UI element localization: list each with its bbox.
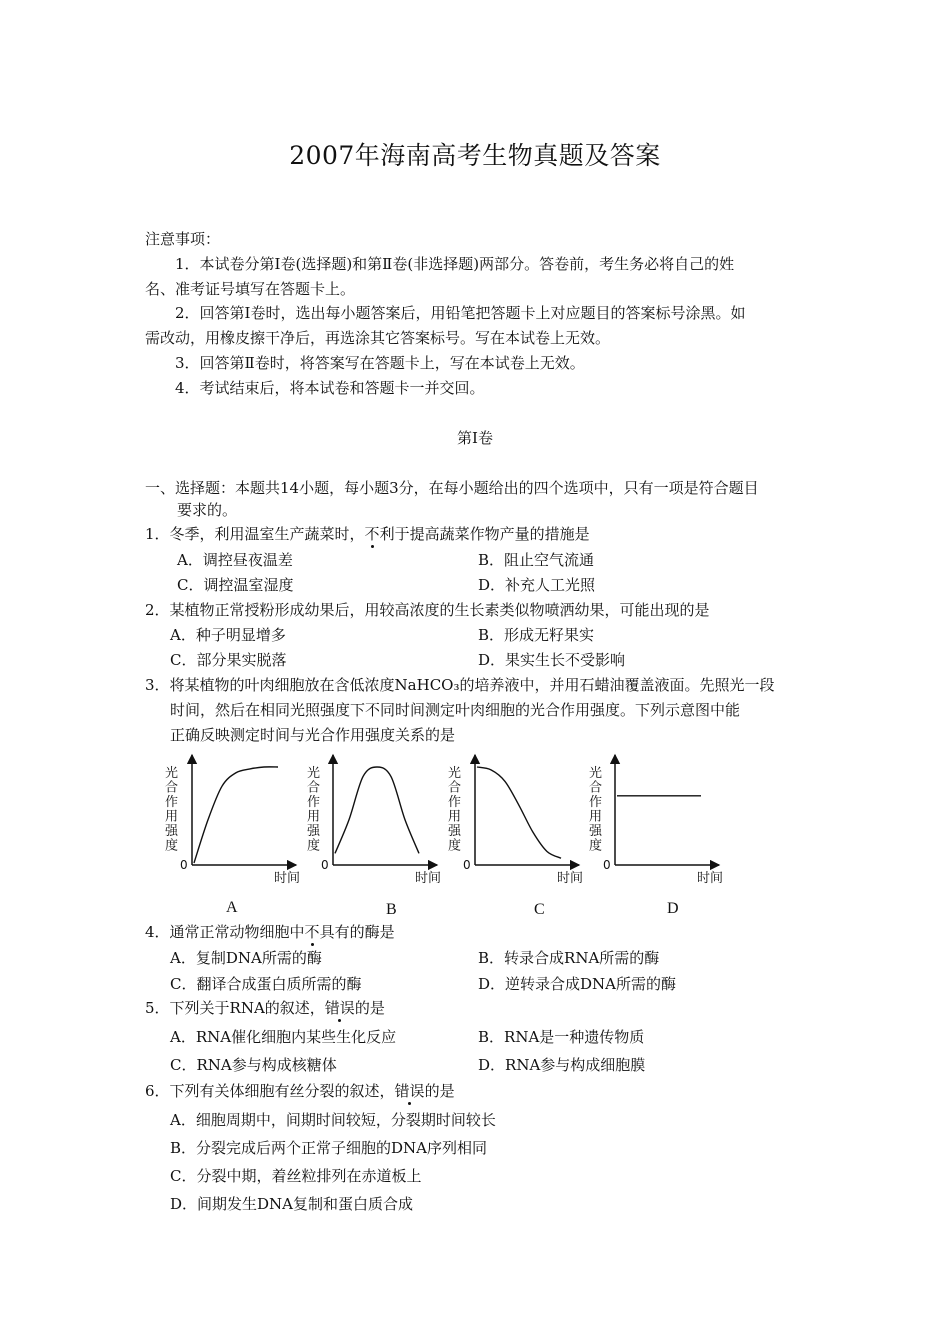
x-axis-label-a: 时间	[274, 871, 301, 886]
curve-c	[477, 767, 561, 858]
y-axis-label-b: 光合作用强度	[307, 766, 321, 854]
y-axis-label-c: 光合作用强度	[448, 766, 462, 854]
question-1-stem: 1．冬季，利用温室生产蔬菜时，不利于提高蔬菜作物产量的措施是	[145, 525, 590, 543]
volume-heading: 第Ⅰ卷	[457, 429, 493, 447]
question-4-stem: 4．通常正常动物细胞中不具有的酶是	[145, 923, 395, 941]
origin-label-d: 0	[603, 858, 611, 872]
option: D．RNA参与构成细胞膜	[478, 1056, 646, 1074]
emphasis-dot: 不	[304, 923, 320, 941]
emphasis-dot: 不	[364, 525, 380, 543]
option: A．调控昼夜温差	[177, 551, 293, 569]
emphasis-dot: 错误	[324, 999, 355, 1017]
x-axis-label-b: 时间	[415, 871, 442, 886]
chart-label-c: C	[534, 901, 545, 918]
option: C．调控温室湿度	[177, 576, 294, 594]
option: D．果实生长不受影响	[478, 651, 626, 669]
notice-heading: 注意事项：	[145, 230, 221, 248]
notice-item: 需改动，用橡皮擦干净后，再选涂其它答案标号。写在本试卷上无效。	[145, 329, 611, 347]
option: D．间期发生DNA复制和蛋白质合成	[170, 1195, 414, 1213]
chart-label-b: B	[386, 901, 397, 918]
question-3-stem: 3．将某植物的叶肉细胞放在含低浓度NaHCO₃的培养液中，并用石蜡油覆盖液面。先照光一段	[145, 676, 775, 694]
option: A．细胞周期中，间期时间较短，分裂期时间较长	[170, 1111, 496, 1129]
option: B．转录合成RNA所需的酶	[478, 949, 660, 967]
chart-label-a: A	[226, 899, 238, 916]
option: B．分裂完成后两个正常子细胞的DNA序列相同	[170, 1139, 488, 1157]
option: A．种子明显增多	[170, 626, 286, 644]
option: C．RNA参与构成核糖体	[170, 1056, 337, 1074]
option: D．逆转录合成DNA所需的酶	[478, 975, 677, 993]
notice-item: 2．回答第Ⅰ卷时，选出每小题答案后，用铅笔把答题卡上对应题目的答案标号涂黑。如	[175, 304, 746, 322]
notice-item: 3．回答第Ⅱ卷时，将答案写在答题卡上，写在本试卷上无效。	[175, 354, 585, 372]
question-3-figure	[0, 745, 950, 895]
emphasis-dot: 错误	[394, 1082, 425, 1100]
option: B．RNA是一种遗传物质	[478, 1028, 645, 1046]
option: C．翻译合成蛋白质所需的酶	[170, 975, 362, 993]
x-axis-label-c: 时间	[557, 871, 584, 886]
section-instruction: 一、选择题：本题共14小题，每小题3分，在每小题给出的四个选项中，只有一项是符合题目	[145, 479, 759, 497]
question-2-stem: 2．某植物正常授粉形成幼果后，用较高浓度的生长素类似物喷洒幼果，可能出现的是	[145, 601, 710, 619]
option: C．部分果实脱落	[170, 651, 287, 669]
origin-label-b: 0	[321, 858, 329, 872]
page-title: 2007年海南高考生物真题及答案	[289, 141, 661, 170]
option: A．复制DNA所需的酶	[170, 949, 322, 967]
option: B．阻止空气流通	[478, 551, 595, 569]
origin-label-c: 0	[463, 858, 471, 872]
option: B．形成无籽果实	[478, 626, 595, 644]
chart-label-d: D	[667, 900, 679, 917]
origin-label-a: 0	[180, 858, 188, 872]
y-axis-label-d: 光合作用强度	[589, 766, 603, 854]
option: D．补充人工光照	[478, 576, 596, 594]
question-6-stem: 6．下列有关体细胞有丝分裂的叙述，错误的是	[145, 1082, 455, 1100]
notice-item: 名、准考证号填写在答题卡上。	[145, 280, 356, 298]
section-instruction-cont: 要求的。	[177, 501, 238, 519]
y-axis-label-a: 光合作用强度	[165, 766, 179, 854]
notice-item: 1．本试卷分第Ⅰ卷(选择题)和第Ⅱ卷(非选择题)两部分。答卷前，考生务必将自己的姓	[175, 255, 735, 273]
option: C．分裂中期，着丝粒排列在赤道板上	[170, 1167, 422, 1185]
x-axis-label-d: 时间	[697, 871, 724, 886]
question-5-stem: 5．下列关于RNA的叙述，错误的是	[145, 999, 385, 1017]
question-3-stem-cont: 时间，然后在相同光照强度下不同时间测定叶肉细胞的光合作用强度。下列示意图中能	[170, 701, 741, 719]
curve-b	[335, 767, 419, 853]
notice-item: 4．考试结束后，将本试卷和答题卡一并交回。	[175, 379, 485, 397]
question-3-stem-cont: 正确反映测定时间与光合作用强度关系的是	[170, 726, 456, 744]
curve-a	[194, 767, 278, 863]
option: A．RNA催化细胞内某些生化反应	[170, 1028, 397, 1046]
